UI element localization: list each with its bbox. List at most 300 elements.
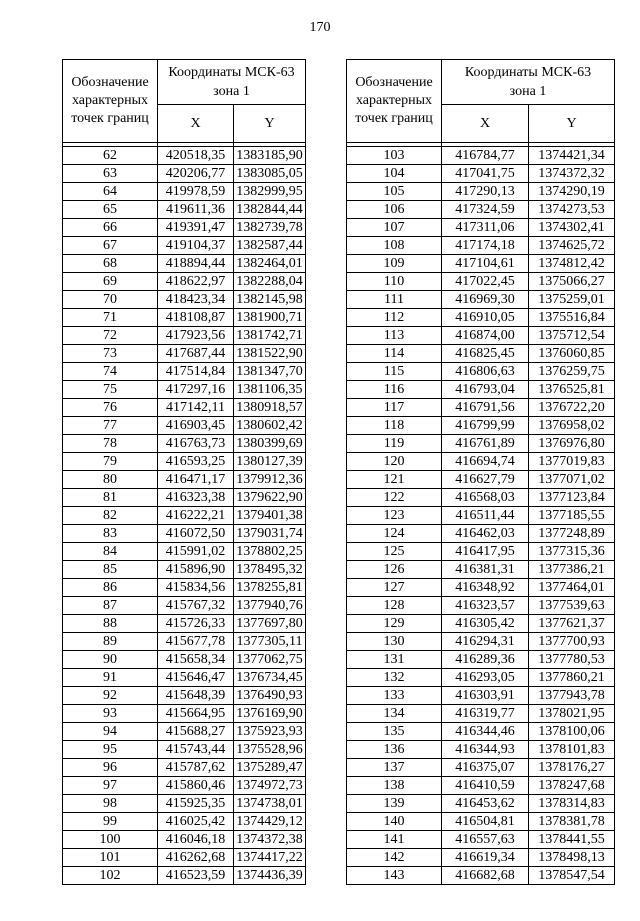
- point-number-cell: 79: [63, 453, 158, 471]
- x-coordinate-cell: 416825,45: [442, 345, 529, 363]
- y-coordinate-cell: 1378176,27: [529, 759, 615, 777]
- header-y: Y: [529, 105, 615, 143]
- y-coordinate-cell: 1381106,35: [234, 381, 306, 399]
- table-row: [347, 327, 615, 345]
- y-coordinate-cell: 1378101,83: [529, 741, 615, 759]
- y-coordinate-cell: 1377539,63: [529, 597, 615, 615]
- x-coordinate-cell: 417923,56: [158, 327, 234, 345]
- table-row: [347, 741, 615, 759]
- x-coordinate-cell: 415664,95: [158, 705, 234, 723]
- x-coordinate-cell: 417687,44: [158, 345, 234, 363]
- x-coordinate-cell: 416025,42: [158, 813, 234, 831]
- header-point-designation: [347, 60, 442, 143]
- x-coordinate-cell: 416799,99: [442, 417, 529, 435]
- table-row: [347, 237, 615, 255]
- header-designation-line2: характерных: [355, 93, 433, 108]
- point-number-cell: 89: [63, 633, 158, 651]
- y-coordinate-cell: 1374421,34: [529, 147, 615, 165]
- table-row: [63, 453, 306, 471]
- y-coordinate-cell: 1374372,38: [234, 831, 306, 849]
- x-coordinate-cell: 417514,84: [158, 363, 234, 381]
- point-number-cell: 141: [347, 831, 442, 849]
- x-coordinate-cell: 416303,91: [442, 687, 529, 705]
- x-coordinate-cell: 416791,56: [442, 399, 529, 417]
- y-coordinate-cell: 1375923,93: [234, 723, 306, 741]
- y-coordinate-cell: 1381742,71: [234, 327, 306, 345]
- x-coordinate-cell: 416903,45: [158, 417, 234, 435]
- point-number-cell: 67: [63, 237, 158, 255]
- point-number-cell: 96: [63, 759, 158, 777]
- x-coordinate-cell: 416619,34: [442, 849, 529, 867]
- y-coordinate-cell: 1375712,54: [529, 327, 615, 345]
- point-number-cell: 99: [63, 813, 158, 831]
- table-row: [347, 633, 615, 651]
- header-coord-line1: Координаты МСК-63: [464, 65, 592, 80]
- table-row: [63, 831, 306, 849]
- point-number-cell: 98: [63, 795, 158, 813]
- x-coordinate-cell: 417142,11: [158, 399, 234, 417]
- point-number-cell: 100: [63, 831, 158, 849]
- point-number-cell: 118: [347, 417, 442, 435]
- table-row: [63, 813, 306, 831]
- x-coordinate-cell: 416410,59: [442, 777, 529, 795]
- y-coordinate-cell: 1377464,01: [529, 579, 615, 597]
- point-number-cell: 94: [63, 723, 158, 741]
- point-number-cell: 90: [63, 651, 158, 669]
- point-number-cell: 109: [347, 255, 442, 273]
- table-row: [63, 165, 306, 183]
- x-coordinate-cell: 415991,02: [158, 543, 234, 561]
- table-row: [347, 453, 615, 471]
- table-row: [63, 795, 306, 813]
- table-row: [347, 561, 615, 579]
- table-row: [347, 201, 615, 219]
- point-number-cell: 93: [63, 705, 158, 723]
- y-coordinate-cell: 1377700,93: [529, 633, 615, 651]
- point-number-cell: 73: [63, 345, 158, 363]
- y-coordinate-cell: 1374429,12: [234, 813, 306, 831]
- header-y: Y: [234, 105, 306, 143]
- table-row: [347, 219, 615, 237]
- x-coordinate-cell: 416874,00: [442, 327, 529, 345]
- table-body-left: [63, 143, 306, 885]
- y-coordinate-cell: 1378441,55: [529, 831, 615, 849]
- table-row: [63, 777, 306, 795]
- point-number-cell: 78: [63, 435, 158, 453]
- y-coordinate-cell: 1378802,25: [234, 543, 306, 561]
- y-coordinate-cell: 1374273,53: [529, 201, 615, 219]
- x-coordinate-cell: 419611,36: [158, 201, 234, 219]
- point-number-cell: 136: [347, 741, 442, 759]
- y-coordinate-cell: 1376976,80: [529, 435, 615, 453]
- x-coordinate-cell: 420518,35: [158, 147, 234, 165]
- x-coordinate-cell: 416294,31: [442, 633, 529, 651]
- point-number-cell: 111: [347, 291, 442, 309]
- y-coordinate-cell: 1382999,95: [234, 183, 306, 201]
- point-number-cell: 143: [347, 867, 442, 885]
- point-number-cell: 128: [347, 597, 442, 615]
- y-coordinate-cell: 1378498,13: [529, 849, 615, 867]
- table-row: [63, 363, 306, 381]
- x-coordinate-cell: 415743,44: [158, 741, 234, 759]
- table-row: [347, 831, 615, 849]
- point-number-cell: 69: [63, 273, 158, 291]
- y-coordinate-cell: 1376259,75: [529, 363, 615, 381]
- table-row: [63, 507, 306, 525]
- table-row: [347, 489, 615, 507]
- x-coordinate-cell: 416694,74: [442, 453, 529, 471]
- point-number-cell: 97: [63, 777, 158, 795]
- point-number-cell: 91: [63, 669, 158, 687]
- table-row: [63, 255, 306, 273]
- point-number-cell: 70: [63, 291, 158, 309]
- x-coordinate-cell: 417297,16: [158, 381, 234, 399]
- table-row: [63, 183, 306, 201]
- point-number-cell: 138: [347, 777, 442, 795]
- table-row: [347, 867, 615, 885]
- y-coordinate-cell: 1377305,11: [234, 633, 306, 651]
- x-coordinate-cell: 415658,34: [158, 651, 234, 669]
- point-number-cell: 125: [347, 543, 442, 561]
- point-number-cell: 139: [347, 795, 442, 813]
- y-coordinate-cell: 1376958,02: [529, 417, 615, 435]
- x-coordinate-cell: 417041,75: [442, 165, 529, 183]
- y-coordinate-cell: 1375528,96: [234, 741, 306, 759]
- y-coordinate-cell: 1376525,81: [529, 381, 615, 399]
- x-coordinate-cell: 416910,05: [442, 309, 529, 327]
- y-coordinate-cell: 1377860,21: [529, 669, 615, 687]
- y-coordinate-cell: 1382739,78: [234, 219, 306, 237]
- page-number: 170: [309, 20, 331, 35]
- y-coordinate-cell: 1377943,78: [529, 687, 615, 705]
- point-number-cell: 74: [63, 363, 158, 381]
- x-coordinate-cell: 416222,21: [158, 507, 234, 525]
- x-coordinate-cell: 416784,77: [442, 147, 529, 165]
- x-coordinate-cell: 416593,25: [158, 453, 234, 471]
- point-number-cell: 142: [347, 849, 442, 867]
- point-number-cell: 122: [347, 489, 442, 507]
- table-row: [63, 543, 306, 561]
- table-row: [347, 849, 615, 867]
- point-number-cell: 132: [347, 669, 442, 687]
- x-coordinate-cell: 419391,47: [158, 219, 234, 237]
- y-coordinate-cell: 1381900,71: [234, 309, 306, 327]
- x-coordinate-cell: 418423,34: [158, 291, 234, 309]
- table-row: [63, 327, 306, 345]
- x-coordinate-cell: 416417,95: [442, 543, 529, 561]
- table-row: [63, 741, 306, 759]
- y-coordinate-cell: 1377019,83: [529, 453, 615, 471]
- x-coordinate-cell: 416453,62: [442, 795, 529, 813]
- header-designation-line3: точек границ: [71, 111, 149, 126]
- point-number-cell: 82: [63, 507, 158, 525]
- y-coordinate-cell: 1375259,01: [529, 291, 615, 309]
- point-number-cell: 135: [347, 723, 442, 741]
- point-number-cell: 72: [63, 327, 158, 345]
- x-coordinate-cell: 416471,17: [158, 471, 234, 489]
- point-number-cell: 110: [347, 273, 442, 291]
- x-coordinate-cell: 420206,77: [158, 165, 234, 183]
- point-number-cell: 65: [63, 201, 158, 219]
- y-coordinate-cell: 1379401,38: [234, 507, 306, 525]
- table-row: [347, 507, 615, 525]
- table-row: [63, 345, 306, 363]
- point-number-cell: 130: [347, 633, 442, 651]
- header-coord-line2: зона 1: [509, 84, 547, 99]
- header-designation-line1: Обозначение: [355, 75, 433, 90]
- table-row: [63, 705, 306, 723]
- y-coordinate-cell: 1374738,01: [234, 795, 306, 813]
- x-coordinate-cell: 416293,05: [442, 669, 529, 687]
- y-coordinate-cell: 1382464,01: [234, 255, 306, 273]
- y-coordinate-cell: 1378314,83: [529, 795, 615, 813]
- y-coordinate-cell: 1376722,20: [529, 399, 615, 417]
- point-number-cell: 112: [347, 309, 442, 327]
- coordinates-table-left: [62, 59, 306, 885]
- y-coordinate-cell: 1374372,32: [529, 165, 615, 183]
- point-number-cell: 140: [347, 813, 442, 831]
- table-row: [63, 867, 306, 885]
- y-coordinate-cell: 1375516,84: [529, 309, 615, 327]
- y-coordinate-cell: 1374302,41: [529, 219, 615, 237]
- point-number-cell: 86: [63, 579, 158, 597]
- y-coordinate-cell: 1381522,90: [234, 345, 306, 363]
- table-row: [63, 525, 306, 543]
- table-row: [63, 219, 306, 237]
- y-coordinate-cell: 1375066,27: [529, 273, 615, 291]
- table-row: [347, 165, 615, 183]
- table-row: [347, 147, 615, 165]
- y-coordinate-cell: 1382844,44: [234, 201, 306, 219]
- y-coordinate-cell: 1382587,44: [234, 237, 306, 255]
- table-row: [347, 795, 615, 813]
- x-coordinate-cell: 416375,07: [442, 759, 529, 777]
- y-coordinate-cell: 1383085,05: [234, 165, 306, 183]
- table-row: [347, 183, 615, 201]
- y-coordinate-cell: 1378247,68: [529, 777, 615, 795]
- point-number-cell: 120: [347, 453, 442, 471]
- y-coordinate-cell: 1381347,70: [234, 363, 306, 381]
- y-coordinate-cell: 1374417,22: [234, 849, 306, 867]
- x-coordinate-cell: 416381,31: [442, 561, 529, 579]
- y-coordinate-cell: 1377062,75: [234, 651, 306, 669]
- table-row: [347, 381, 615, 399]
- point-number-cell: 81: [63, 489, 158, 507]
- y-coordinate-cell: 1376734,45: [234, 669, 306, 687]
- header-x: X: [158, 105, 234, 143]
- table-row: [347, 345, 615, 363]
- point-number-cell: 117: [347, 399, 442, 417]
- table-row: [63, 489, 306, 507]
- table-row: [347, 651, 615, 669]
- x-coordinate-cell: 416523,59: [158, 867, 234, 885]
- y-coordinate-cell: 1374625,72: [529, 237, 615, 255]
- y-coordinate-cell: 1380918,57: [234, 399, 306, 417]
- x-coordinate-cell: 417290,13: [442, 183, 529, 201]
- point-number-cell: 101: [63, 849, 158, 867]
- point-number-cell: 108: [347, 237, 442, 255]
- point-number-cell: 95: [63, 741, 158, 759]
- table-row: [63, 201, 306, 219]
- point-number-cell: 129: [347, 615, 442, 633]
- point-number-cell: 84: [63, 543, 158, 561]
- table-row: [347, 813, 615, 831]
- table-row: [347, 525, 615, 543]
- table-row: [347, 759, 615, 777]
- table-row: [63, 579, 306, 597]
- point-number-cell: 83: [63, 525, 158, 543]
- y-coordinate-cell: 1377940,76: [234, 597, 306, 615]
- point-number-cell: 92: [63, 687, 158, 705]
- table-row: [63, 237, 306, 255]
- point-number-cell: 85: [63, 561, 158, 579]
- table-row: [347, 777, 615, 795]
- y-coordinate-cell: 1377123,84: [529, 489, 615, 507]
- y-coordinate-cell: 1377697,80: [234, 615, 306, 633]
- x-coordinate-cell: 418622,97: [158, 273, 234, 291]
- table-row: [347, 363, 615, 381]
- x-coordinate-cell: 416806,63: [442, 363, 529, 381]
- table-row: [347, 291, 615, 309]
- x-coordinate-cell: 416262,68: [158, 849, 234, 867]
- y-coordinate-cell: 1383185,90: [234, 147, 306, 165]
- table-row: [347, 471, 615, 489]
- y-coordinate-cell: 1382145,98: [234, 291, 306, 309]
- point-number-cell: 123: [347, 507, 442, 525]
- point-number-cell: 106: [347, 201, 442, 219]
- y-coordinate-cell: 1376169,90: [234, 705, 306, 723]
- x-coordinate-cell: 416046,18: [158, 831, 234, 849]
- table-row: [347, 705, 615, 723]
- y-coordinate-cell: 1378381,78: [529, 813, 615, 831]
- header-point-designation: [63, 60, 158, 143]
- coordinates-table-right: [346, 59, 615, 885]
- point-number-cell: 75: [63, 381, 158, 399]
- point-number-cell: 124: [347, 525, 442, 543]
- x-coordinate-cell: 416969,30: [442, 291, 529, 309]
- x-coordinate-cell: 416568,03: [442, 489, 529, 507]
- table-row: [63, 147, 306, 165]
- table-row: [63, 381, 306, 399]
- header-designation-line1: Обозначение: [71, 75, 149, 90]
- table-body-right: [347, 143, 615, 885]
- x-coordinate-cell: 415860,46: [158, 777, 234, 795]
- y-coordinate-cell: 1377248,89: [529, 525, 615, 543]
- x-coordinate-cell: 416305,42: [442, 615, 529, 633]
- y-coordinate-cell: 1375289,47: [234, 759, 306, 777]
- x-coordinate-cell: 419104,37: [158, 237, 234, 255]
- x-coordinate-cell: 417104,61: [442, 255, 529, 273]
- table-row: [63, 399, 306, 417]
- x-coordinate-cell: 416323,38: [158, 489, 234, 507]
- y-coordinate-cell: 1374972,73: [234, 777, 306, 795]
- header-designation-line3: точек границ: [355, 111, 433, 126]
- x-coordinate-cell: 418894,44: [158, 255, 234, 273]
- point-number-cell: 105: [347, 183, 442, 201]
- point-number-cell: 87: [63, 597, 158, 615]
- y-coordinate-cell: 1376490,93: [234, 687, 306, 705]
- point-number-cell: 116: [347, 381, 442, 399]
- y-coordinate-cell: 1379912,36: [234, 471, 306, 489]
- table-row: [347, 255, 615, 273]
- y-coordinate-cell: 1374290,19: [529, 183, 615, 201]
- y-coordinate-cell: 1378021,95: [529, 705, 615, 723]
- x-coordinate-cell: 416319,77: [442, 705, 529, 723]
- table-row: [347, 723, 615, 741]
- header-x: X: [442, 105, 529, 143]
- y-coordinate-cell: 1378255,81: [234, 579, 306, 597]
- point-number-cell: 119: [347, 435, 442, 453]
- point-number-cell: 131: [347, 651, 442, 669]
- point-number-cell: 62: [63, 147, 158, 165]
- y-coordinate-cell: 1379031,74: [234, 525, 306, 543]
- table-row: [347, 597, 615, 615]
- table-row: [347, 543, 615, 561]
- point-number-cell: 133: [347, 687, 442, 705]
- y-coordinate-cell: 1380127,39: [234, 453, 306, 471]
- point-number-cell: 66: [63, 219, 158, 237]
- x-coordinate-cell: 416289,36: [442, 651, 529, 669]
- x-coordinate-cell: 417022,45: [442, 273, 529, 291]
- x-coordinate-cell: 415726,33: [158, 615, 234, 633]
- x-coordinate-cell: 419978,59: [158, 183, 234, 201]
- table-row: [63, 669, 306, 687]
- x-coordinate-cell: 415677,78: [158, 633, 234, 651]
- y-coordinate-cell: 1376060,85: [529, 345, 615, 363]
- header-coord-line2: зона 1: [213, 84, 250, 99]
- y-coordinate-cell: 1379622,90: [234, 489, 306, 507]
- point-number-cell: 107: [347, 219, 442, 237]
- x-coordinate-cell: 416348,92: [442, 579, 529, 597]
- point-number-cell: 63: [63, 165, 158, 183]
- point-number-cell: 80: [63, 471, 158, 489]
- point-number-cell: 113: [347, 327, 442, 345]
- point-number-cell: 103: [347, 147, 442, 165]
- header-coordinate-system: [442, 60, 615, 105]
- header-coordinate-system: [158, 60, 306, 105]
- table-row: [63, 615, 306, 633]
- y-coordinate-cell: 1380399,69: [234, 435, 306, 453]
- y-coordinate-cell: 1378547,54: [529, 867, 615, 885]
- table-row: [63, 309, 306, 327]
- table-row: [63, 759, 306, 777]
- x-coordinate-cell: 416627,79: [442, 471, 529, 489]
- table-row: [347, 615, 615, 633]
- y-coordinate-cell: 1374812,42: [529, 255, 615, 273]
- y-coordinate-cell: 1382288,04: [234, 273, 306, 291]
- table-row: [347, 579, 615, 597]
- y-coordinate-cell: 1377185,55: [529, 507, 615, 525]
- x-coordinate-cell: 416511,44: [442, 507, 529, 525]
- table-row: [347, 435, 615, 453]
- x-coordinate-cell: 416557,63: [442, 831, 529, 849]
- y-coordinate-cell: 1377621,37: [529, 615, 615, 633]
- y-coordinate-cell: 1377386,21: [529, 561, 615, 579]
- table-row: [63, 561, 306, 579]
- y-coordinate-cell: 1378100,06: [529, 723, 615, 741]
- table-row: [63, 471, 306, 489]
- table-row: [63, 417, 306, 435]
- x-coordinate-cell: 418108,87: [158, 309, 234, 327]
- point-number-cell: 127: [347, 579, 442, 597]
- table-row: [347, 309, 615, 327]
- x-coordinate-cell: 416323,57: [442, 597, 529, 615]
- x-coordinate-cell: 415767,32: [158, 597, 234, 615]
- point-number-cell: 134: [347, 705, 442, 723]
- table-row: [347, 273, 615, 291]
- y-coordinate-cell: 1377315,36: [529, 543, 615, 561]
- point-number-cell: 77: [63, 417, 158, 435]
